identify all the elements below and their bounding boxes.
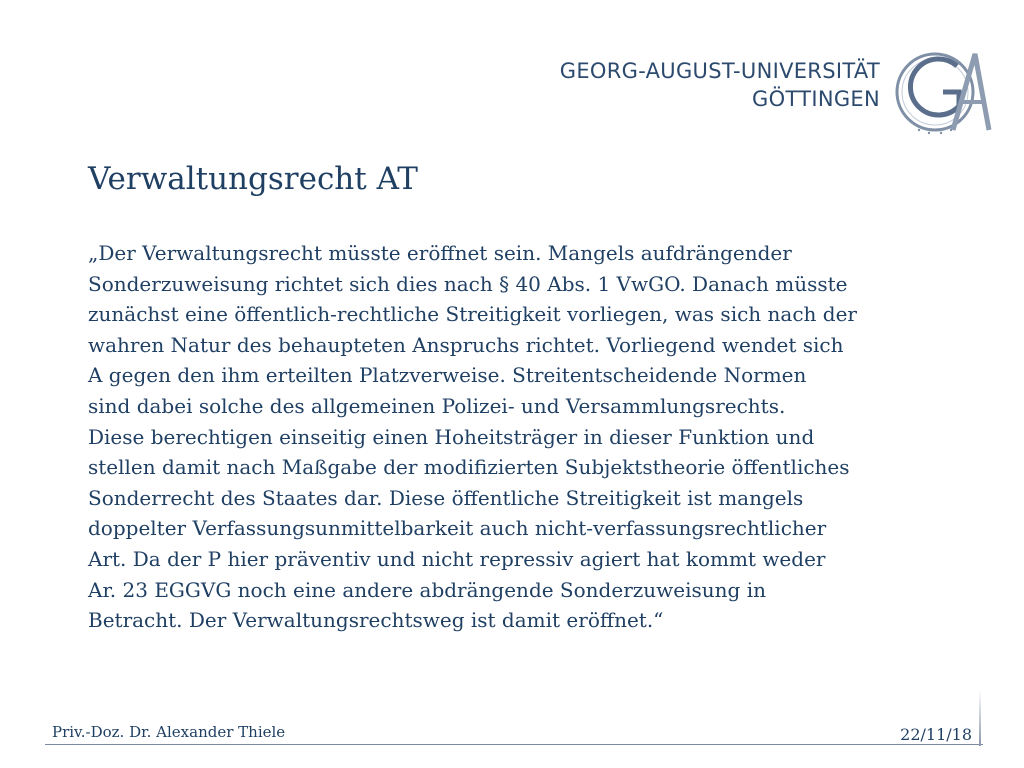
quote-line: A gegen den ihm erteilten Platzverweise. Streitentscheidende Normen (88, 363, 807, 388)
quote-line: wahren Natur des behaupteten Anspruchs richtet. Vorliegend wendet sich (88, 332, 844, 357)
footer-date: 22/11/18 (900, 725, 972, 744)
quote-line: Betracht. Der Verwaltungsrechtsweg ist damit eröffnet.“ (88, 608, 664, 633)
quote-line: zunächst eine öffentlich-rechtliche Streitigkeit vorliegen, was sich nach der (88, 302, 857, 327)
quote-line: sind dabei solche des allgemeinen Polizei- und Versammlungsrechts. (88, 393, 786, 418)
quote-line: „Der Verwaltungsrecht müsste eröffnet sein. Mangels aufdrängender (88, 241, 792, 265)
quote-line: Diese berechtigen einseitig einen Hoheitsträger in dieser Funktion und (88, 424, 815, 449)
quote-line: Sonderzuweisung richtet sich dies nach § 40 Abs. 1 VwGO. Danach müsste (88, 271, 848, 296)
footer-author: Priv.-Doz. Dr. Alexander Thiele (52, 723, 286, 741)
university-name-line1: GEORG-AUGUST-UNIVERSITÄT (559, 59, 880, 83)
quote-line: doppelter Verfassungsunmittelbarkeit auch nicht-verfassungsrechtlicher (88, 516, 827, 541)
university-name-line2: GÖTTINGEN (752, 87, 880, 111)
quote-line: Sonderrecht des Staates dar. Diese öffentliche Streitigkeit ist mangels (88, 485, 804, 510)
footer-vertical-divider (979, 690, 981, 746)
quote-block (88, 238, 948, 636)
quote-line: stellen damit nach Maßgabe der modifizierten Subjektstheorie öffentliches (88, 455, 850, 480)
footer-divider (45, 744, 983, 745)
quote-line: Ar. 23 EGGVG noch eine andere abdrängende Sonderzuweisung in (88, 577, 766, 602)
university-seal-icon (893, 44, 993, 140)
slide-title: Verwaltungsrecht AT (88, 161, 418, 197)
quote-line: Art. Da der P hier präventiv und nicht repressiv agiert hat kommt weder (88, 546, 826, 571)
